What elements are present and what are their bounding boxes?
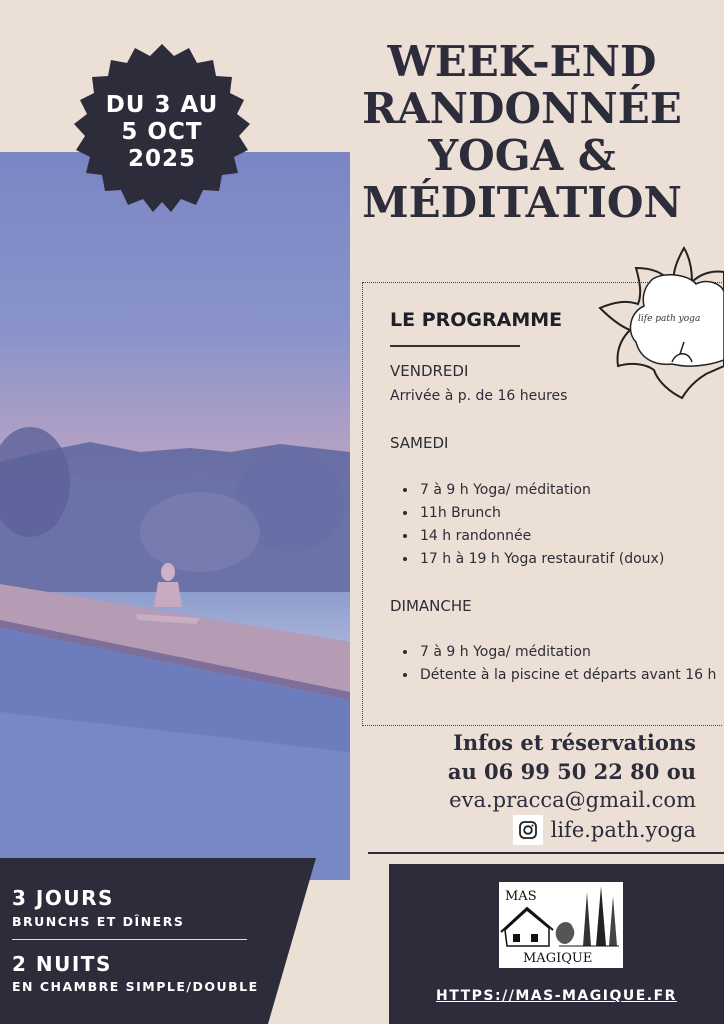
programme-heading: LE PROGRAMME: [390, 309, 563, 331]
date-badge: [72, 44, 252, 224]
title-line-4: MÉDITATION: [362, 178, 682, 227]
stay-panel: [0, 858, 316, 1024]
list-item: • 17 h à 19 h Yoga restauratif (doux): [418, 548, 718, 571]
mas-logo-top: MAS: [505, 889, 537, 904]
mas-logo-bottom: MAGIQUE: [523, 951, 593, 966]
lotus-logo-text: life path yoga: [638, 314, 701, 324]
stay-days-sub: BRUNCHS ET DÎNERS: [12, 914, 185, 929]
title-line-3: YOGA &: [428, 131, 616, 180]
list-item: • Détente à la piscine et départs avant 16 h: [418, 664, 718, 687]
badge-line-3: 2025: [127, 146, 196, 172]
badge-line-2: 5 OCT: [121, 119, 203, 145]
list-item: • 14 h randonnée: [418, 525, 718, 548]
instagram-icon: [513, 815, 543, 845]
programme-divider: [390, 345, 520, 347]
saturday-list: [398, 479, 718, 571]
friday-text: Arrivée à p. de 16 heures: [390, 388, 568, 404]
instagram-handle: life.path.yoga: [550, 817, 696, 842]
sunday-list: [398, 641, 718, 687]
contact-block: [400, 728, 696, 847]
list-item: • 7 à 9 h Yoga/ méditation: [418, 479, 718, 502]
retreat-photo: [0, 152, 350, 880]
list-item: • 11h Brunch: [418, 502, 718, 525]
mas-magique-logo: [499, 882, 623, 968]
sunday-label: DIMANCHE: [390, 597, 472, 615]
stay-nights: 2 NUITS: [12, 952, 112, 976]
contact-line-1: Infos et réservations: [453, 730, 696, 755]
contact-divider: [368, 852, 724, 854]
title-line-2: RANDONNÉE: [362, 84, 682, 133]
badge-line-1: DU 3 AU: [105, 92, 219, 118]
lotus-logo: [596, 242, 724, 402]
venue-panel: [389, 864, 724, 1024]
saturday-label: SAMEDI: [390, 434, 449, 452]
stay-nights-sub: EN CHAMBRE SIMPLE/DOUBLE: [12, 979, 259, 994]
title-line-1: WEEK-END: [387, 37, 657, 86]
friday-label: VENDREDI: [390, 362, 469, 380]
stay-divider: [12, 939, 247, 940]
list-item: • 7 à 9 h Yoga/ méditation: [418, 641, 718, 664]
contact-email[interactable]: eva.pracca@gmail.com: [449, 788, 696, 812]
instagram-link[interactable]: [513, 815, 696, 845]
stay-days: 3 JOURS: [12, 886, 114, 910]
page-title: [352, 38, 692, 226]
contact-phone[interactable]: au 06 99 50 22 80 ou: [447, 759, 696, 784]
mas-url-link[interactable]: HTTPS://MAS-MAGIQUE.FR: [436, 988, 677, 1004]
